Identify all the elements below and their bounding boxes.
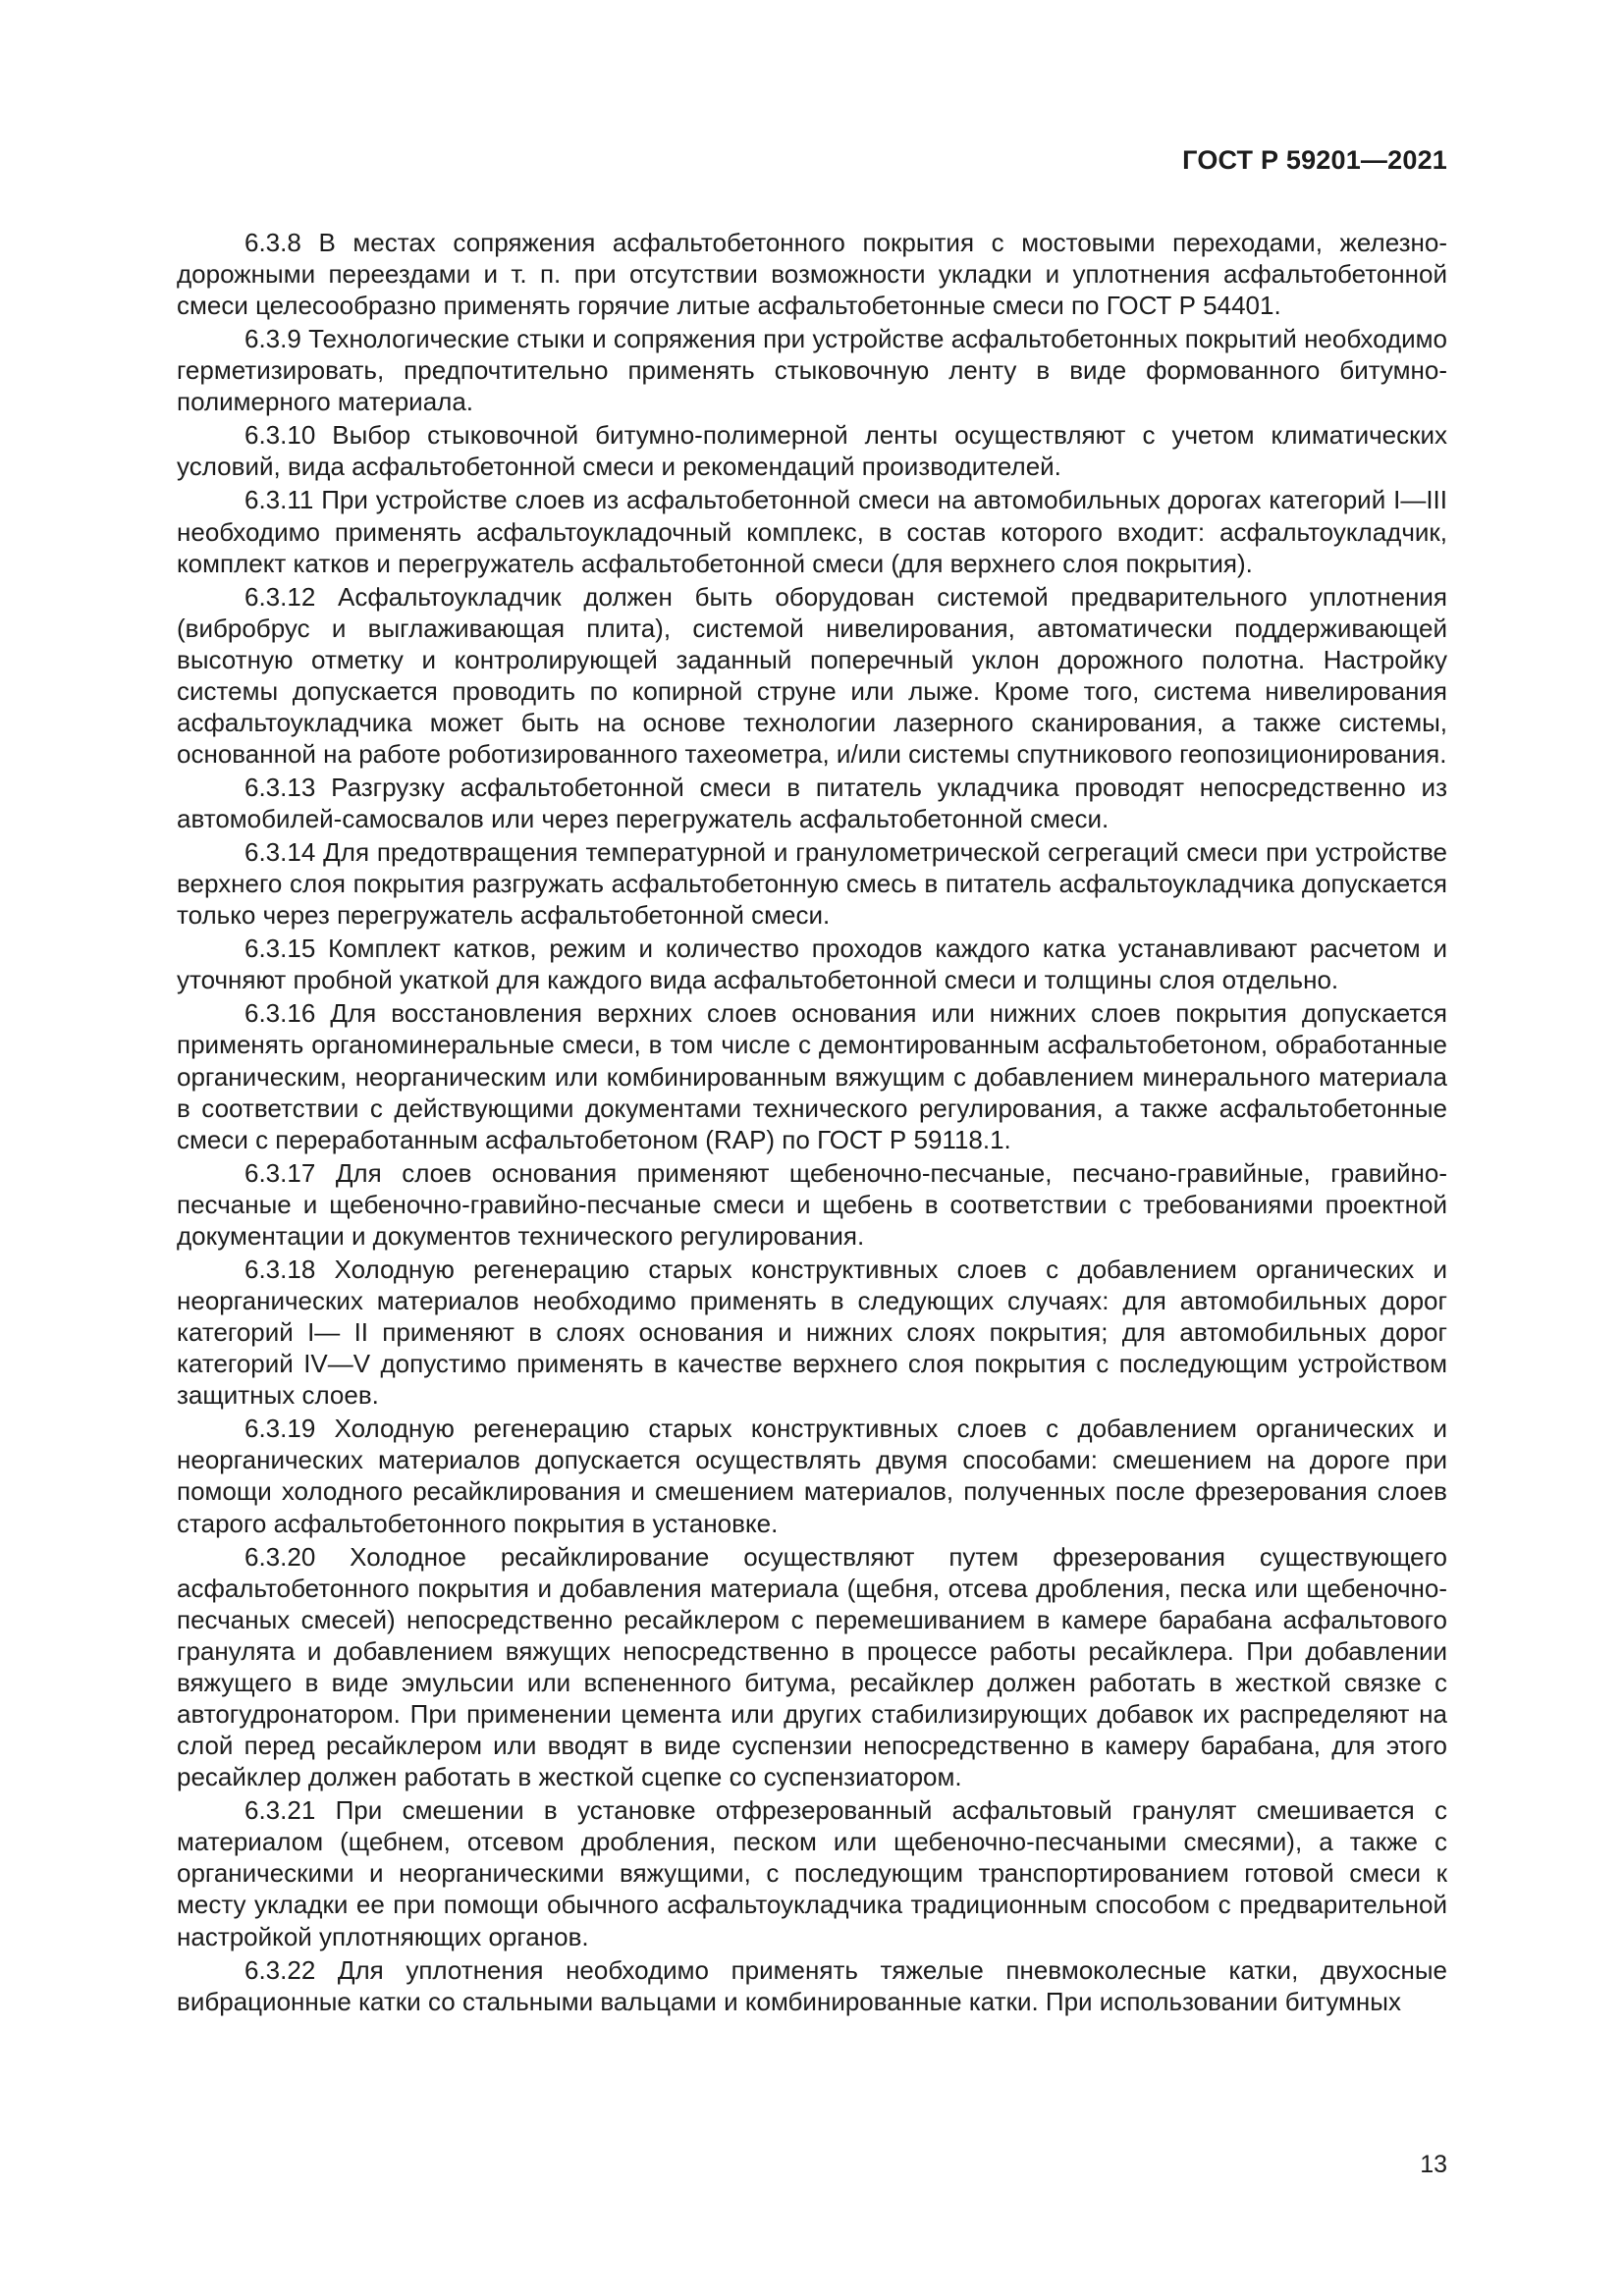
- paragraph-6-3-16: 6.3.16 Для восстановления верхних слоев основания или нижних слоев покрытия допускается применять органоминеральные смеси, в том числе с демонтированным асфальтобетоном, обработанные органическим, неорганическим или комбинированным вяжущим с добавлением минерального материала в соответствии с действующими документами технического регулирования, а также асфальтобетонные смеси с переработанным асфальтобетоном (RAP) по ГОСТ Р 59118.1.: [177, 998, 1447, 1154]
- paragraph-6-3-9: 6.3.9 Технологические стыки и сопряжения при устройстве асфальтобетонных покрытий необходимо герметизировать, предпочтительно применять стыковочную ленту в виде формованного битумнополимерного материала.: [177, 324, 1447, 417]
- paragraph-6-3-19: 6.3.19 Холодную регенерацию старых конструктивных слоев с добавлением органических и неорганических материалов допускается осуществлять двумя способами: смешением на дороге при помощи холодного ресайклирования и смешением материалов, полученных после фрезерования слоев старого асфальтобетонного покрытия в установке.: [177, 1414, 1447, 1538]
- paragraph-6-3-22: 6.3.22 Для уплотнения необходимо применять тяжелые пневмоколесные катки, двухосные вибрационные катки со стальными вальцами и комбинированные катки. При использовании битумных: [177, 1954, 1447, 2016]
- paragraph-6-3-13: 6.3.13 Разгрузку асфальтобетонной смеси в питатель укладчика проводят непосредственно из автомобилей-самосвалов или через перегружатель асфальтобетонной смеси.: [177, 773, 1447, 834]
- paragraph-6-3-17: 6.3.17 Для слоев основания применяют щебеночно-песчаные, песчано-гравийные, гравийно-песчаные и щебеночно-гравийно-песчаные смеси и щебень в соответствии с требованиями проектной документации и документов технического регулирования.: [177, 1157, 1447, 1251]
- paragraph-6-3-15: 6.3.15 Комплект катков, режим и количество проходов каждого катка устанавливают расчетом и уточняют пробной укаткой для каждого вида асфальтобетонной смеси и толщины слоя отдельно.: [177, 934, 1447, 995]
- document-header-id: ГОСТ Р 59201—2021: [1182, 145, 1447, 175]
- page-number: 13: [1420, 2151, 1447, 2178]
- paragraph-6-3-21: 6.3.21 При смешении в установке отфрезерованный асфальтовый гранулят смешивается с материалом (щебнем, отсевом дробления, песком или щебеночно-песчаными смесями), а также с органическими и неорганическими вяжущими, с последующим транспортированием готовой смеси к месту укладки ее при помощи обычного асфальтоукладчика традиционным способом с предварительной настройкой уплотняющих органов.: [177, 1795, 1447, 1951]
- paragraph-6-3-11: 6.3.11 При устройстве слоев из асфальтобетонной смеси на автомобильных дорогах категорий I—III необходимо применять асфальтоукладочный комплекс, в состав которого входит: асфальтоукладчик, комплект катков и перегружатель асфальтобетонной смеси (для верхнего слоя покрытия).: [177, 485, 1447, 578]
- paragraph-6-3-18: 6.3.18 Холодную регенерацию старых конструктивных слоев с добавлением органических и неорганических материалов необходимо применять в следующих случаях: для автомобильных дорог категорий I— II применяют в слоях основания и нижних слоях покрытия; для автомобильных дорог категорий IV—V допустимо применять в качестве верхнего слоя покрытия с последующим устройством защитных слоев.: [177, 1254, 1447, 1411]
- paragraph-6-3-12: 6.3.12 Асфальтоукладчик должен быть оборудован системой предварительного уплотнения (вибробрус и выглаживающая плита), системой нивелирования, автоматически поддерживающей высотную отметку и контролирующей заданный поперечный уклон дорожного полотна. Настройку системы допускается проводить по копирной струне или лыже. Кроме того, система нивелирования асфальтоукладчика может быть на основе технологии лазерного сканирования, а также системы, основанной на работе роботизированного тахеометра, и/или системы спутникового геопозиционирования.: [177, 581, 1447, 770]
- document-body: [177, 227, 1447, 2019]
- paragraph-6-3-14: 6.3.14 Для предотвращения температурной и гранулометрической сегрегаций смеси при устройстве верхнего слоя покрытия разгружать асфальтобетонную смесь в питатель асфальтоукладчика допускается только через перегружатель асфальтобетонной смеси.: [177, 837, 1447, 931]
- paragraph-6-3-20: 6.3.20 Холодное ресайклирование осуществляют путем фрезерования существующего асфальтобетонного покрытия и добавления материала (щебня, отсева дробления, песка или щебеночно-песчаных смесей) непосредственно ресайклером с перемешиванием в камере барабана асфальтового гранулята и добавлением вяжущих непосредственно в процессе работы ресайклера. При добавлении вяжущего в виде эмульсии или вспененного битума, ресайклер должен работать в жесткой связке с автогудронатором. При применении цемента или других стабилизирующих добавок их распределяют на слой перед ресайклером или вводят в виде суспензии непосредственно в камеру барабана, для этого ресайклер должен работать в жесткой сцепке со суспензиатором.: [177, 1541, 1447, 1792]
- paragraph-6-3-8: 6.3.8 В местах сопряжения асфальтобетонного покрытия с мостовыми переходами, железнодорожными переездами и т. п. при отсутствии возможности укладки и уплотнения асфальтобетонной смеси целесообразно применять горячие литые асфальтобетонные смеси по ГОСТ Р 54401.: [177, 228, 1447, 321]
- paragraph-6-3-10: 6.3.10 Выбор стыковочной битумно-полимерной ленты осуществляют с учетом климатических условий, вида асфальтобетонной смеси и рекомендаций производителей.: [177, 420, 1447, 482]
